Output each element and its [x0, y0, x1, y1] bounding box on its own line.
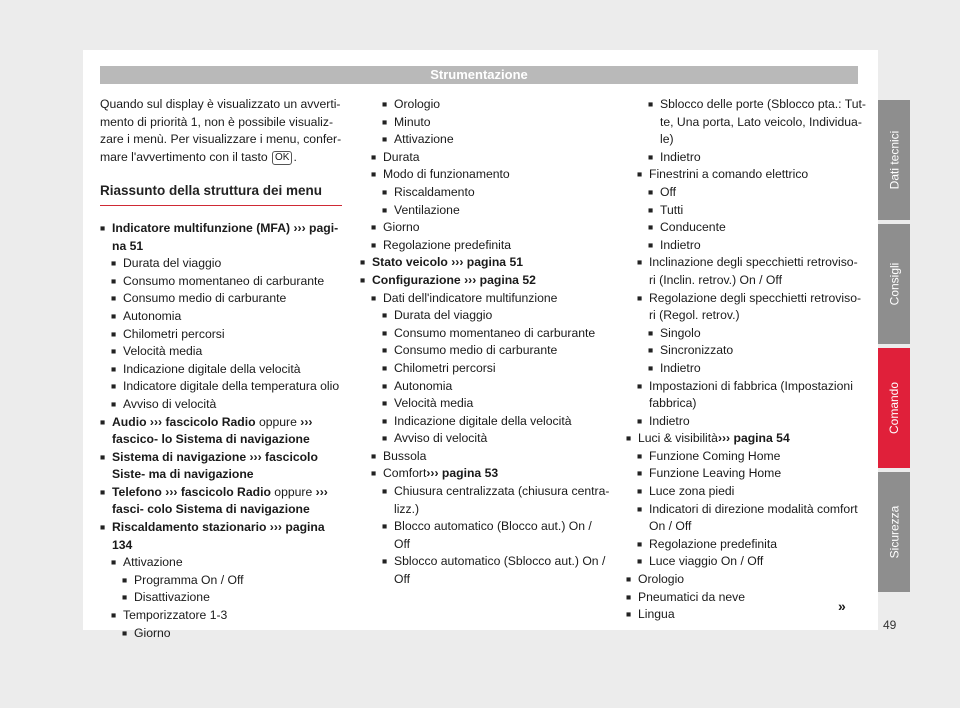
menu-item	[111, 255, 342, 273]
menu-item-bold-text: Sistema di navigazione	[112, 449, 247, 464]
menu-item-bold-text: Stato veicolo	[372, 255, 448, 270]
menu-item-bold-text: Indicatore multifunzione (MFA)	[112, 220, 291, 235]
menu-item-text: Indicatori di direzione modalità comfort On / Off	[649, 501, 858, 534]
menu-item-bold-text: ››› fascico- lo Sistema di navigazione	[112, 414, 313, 447]
intro-paragraph	[100, 96, 342, 166]
menu-item-text: Chilometri percorsi	[394, 360, 496, 375]
menu-item-text: Bussola	[383, 448, 427, 463]
menu-item-text: Luci & visibilità	[638, 431, 718, 446]
menu-item	[111, 607, 342, 625]
menu-item-bold-text: Telefono	[112, 484, 162, 499]
menu-list-2	[360, 96, 610, 589]
menu-item	[111, 326, 342, 344]
menu-item-bold-text: Configurazione	[372, 272, 461, 287]
menu-item-text: Sincronizzato	[660, 343, 734, 358]
menu-item-text: Dati dell'indicatore multifunzione	[383, 290, 558, 305]
menu-item-text: Disattivazione	[134, 590, 210, 605]
menu-item-text: Indietro	[660, 237, 701, 252]
menu-item-text: Ventilazione	[394, 202, 460, 217]
menu-item-text: oppure	[255, 414, 301, 429]
menu-item-text: Riscaldamento	[394, 184, 475, 199]
continue-marker: »	[838, 598, 846, 614]
menu-item-text: Durata del viaggio	[394, 308, 493, 323]
menu-item-text: Durata	[383, 149, 420, 164]
menu-item	[648, 96, 866, 149]
column-1	[100, 96, 342, 642]
menu-item-text: Luce zona piedi	[649, 484, 735, 499]
menu-item-text: Temporizzatore 1-3	[123, 608, 228, 623]
menu-item-text: Modo di funzionamento	[383, 167, 510, 182]
menu-item	[100, 414, 342, 449]
menu-item	[371, 448, 610, 466]
menu-item-text: Funzione Coming Home	[649, 448, 781, 463]
menu-item	[648, 184, 866, 202]
menu-item	[122, 572, 342, 590]
menu-item-text: Orologio	[638, 572, 685, 587]
menu-item-text: Blocco automatico (Blocco aut.) On / Off	[394, 519, 592, 551]
menu-item	[637, 166, 866, 184]
menu-item-text: Pneumatici da neve	[638, 589, 746, 604]
tab-dati-tecnici[interactable]	[878, 100, 910, 220]
menu-item	[648, 237, 866, 255]
menu-item	[626, 571, 866, 589]
menu-item	[648, 325, 866, 343]
menu-item	[360, 254, 610, 272]
menu-item-text: Autonomia	[394, 378, 453, 393]
menu-item	[648, 360, 866, 378]
page-header: Strumentazione	[100, 66, 858, 84]
menu-item-text: oppure	[270, 484, 316, 499]
menu-item	[111, 343, 342, 361]
menu-item	[122, 589, 342, 607]
menu-item	[626, 606, 866, 624]
menu-item	[371, 219, 610, 237]
menu-item-bold-text: ››› fascicolo Siste- ma di navigazione	[112, 449, 318, 482]
menu-item-text: Orologio	[394, 97, 441, 111]
menu-item	[637, 465, 866, 483]
menu-item-text: Sblocco delle porte (Sblocco pta.: Tut- te, Una porta, Lato veicolo, Individua- le)	[660, 97, 866, 147]
tab-consigli[interactable]	[878, 224, 910, 344]
menu-item	[382, 325, 610, 343]
intro-text-end: .	[293, 149, 297, 164]
column-3	[626, 96, 866, 624]
menu-item-bold-text: ››› pagi- na 51	[112, 220, 339, 253]
menu-item-text: Luce viaggio On / Off	[649, 554, 764, 569]
menu-item-bold-text: ››› fascicolo Radio	[146, 414, 256, 429]
menu-item-text: Sblocco automatico (Sblocco aut.) On / Off	[394, 554, 606, 587]
menu-item	[371, 237, 610, 255]
menu-item	[100, 220, 342, 255]
menu-item	[371, 465, 610, 483]
menu-item	[111, 554, 342, 572]
menu-item-text: Autonomia	[123, 308, 182, 323]
tab-label: Sicurezza	[887, 505, 901, 559]
menu-item-text: Lingua	[638, 607, 675, 622]
menu-item	[648, 202, 866, 220]
menu-item	[111, 308, 342, 326]
tab-sicurezza[interactable]	[878, 472, 910, 592]
menu-item-bold-text: ››› pagina 52	[460, 272, 536, 287]
menu-item	[111, 378, 342, 396]
menu-item	[648, 149, 866, 167]
page-number: 49	[883, 618, 897, 632]
menu-item-text: Finestrini a comando elettrico	[649, 167, 809, 182]
menu-item	[100, 484, 342, 519]
menu-item	[382, 395, 610, 413]
menu-item-text: Indicatore digitale della temperatura olio	[123, 379, 340, 394]
menu-item	[637, 483, 866, 501]
menu-item	[122, 625, 342, 643]
menu-item	[382, 131, 610, 149]
menu-item-text: Singolo	[660, 325, 701, 340]
menu-item	[371, 149, 610, 167]
intro-text: Quando sul display è visualizzato un avverti- mento di priorità 1, non è possibile visualiz- zare i menù. Per visualizzare i menu, confer- mare l'avvertimento con il tasto	[100, 97, 342, 164]
menu-item-text: Impostazioni di fabbrica (Impostazioni fabbrica)	[649, 378, 853, 411]
menu-item-text: Giorno	[383, 220, 420, 235]
menu-item	[382, 342, 610, 360]
menu-item	[637, 254, 866, 289]
menu-item	[382, 413, 610, 431]
menu-item-text: Regolazione predefinita	[649, 536, 778, 551]
ok-key-icon: OK	[272, 151, 292, 165]
menu-item-text: Indietro	[649, 413, 690, 428]
menu-item	[382, 96, 610, 114]
menu-item-text: Attivazione	[394, 132, 454, 147]
menu-item-text: Indicazione digitale della velocità	[394, 413, 572, 428]
tab-label: Comando	[887, 381, 901, 435]
menu-item-bold-text: Riscaldamento stazionario	[112, 520, 267, 535]
menu-item-text: Consumo medio di carburante	[123, 291, 287, 306]
menu-list-3	[626, 96, 866, 624]
menu-item-bold-text: ››› fascicolo Radio	[161, 484, 271, 499]
menu-item	[382, 184, 610, 202]
menu-item	[648, 219, 866, 237]
menu-item-text: Velocità media	[394, 396, 474, 411]
tab-label: Consigli	[887, 262, 901, 306]
menu-item	[360, 272, 610, 290]
menu-item	[100, 519, 342, 554]
menu-item	[637, 413, 866, 431]
menu-item-text: Attivazione	[123, 555, 183, 570]
menu-item-bold-text: Audio	[112, 414, 147, 429]
menu-item	[637, 290, 866, 325]
menu-item-text: Off	[660, 184, 677, 199]
menu-item	[648, 342, 866, 360]
menu-item-text: Indietro	[660, 149, 701, 164]
menu-item-text: Giorno	[134, 625, 171, 640]
menu-item-bold-text: ››› pagina 134	[112, 520, 325, 552]
menu-item-text: Conducente	[660, 220, 726, 235]
menu-item	[382, 483, 610, 518]
menu-item-text: Consumo momentaneo di carburante	[123, 273, 325, 288]
side-tabs	[878, 100, 910, 592]
menu-item-text: Inclinazione degli specchietti retroviso- ri (Inclin. retrov.) On / Off	[649, 255, 858, 287]
menu-item-text: Consumo medio di carburante	[394, 343, 558, 358]
menu-item	[371, 166, 610, 184]
menu-item	[111, 273, 342, 291]
menu-item	[637, 378, 866, 413]
menu-item	[382, 518, 610, 553]
menu-item-text: Regolazione predefinita	[383, 237, 512, 252]
menu-item	[382, 360, 610, 378]
menu-item-text: Durata del viaggio	[123, 256, 222, 271]
menu-item	[382, 114, 610, 132]
menu-item	[111, 290, 342, 308]
menu-item-bold-text: ››› pagina 53	[426, 466, 499, 481]
menu-item	[637, 501, 866, 536]
menu-item-text: Minuto	[394, 114, 431, 129]
menu-item-bold-text: ››› pagina 51	[447, 255, 524, 270]
menu-item	[382, 430, 610, 448]
menu-item	[111, 396, 342, 414]
menu-item-bold-text: ››› fasci- colo Sistema di navigazione	[112, 484, 328, 517]
menu-item	[111, 361, 342, 379]
menu-item-text: Funzione Leaving Home	[649, 466, 782, 481]
menu-item	[382, 378, 610, 396]
menu-item-text: Indicazione digitale della velocità	[123, 361, 301, 376]
column-2	[360, 96, 610, 589]
menu-item-text: Programma On / Off	[134, 572, 244, 587]
menu-item-text: Velocità media	[123, 344, 203, 359]
menu-item-text: Chilometri percorsi	[123, 326, 225, 341]
menu-item-text: Tutti	[660, 202, 684, 217]
menu-item-text: Avviso di velocità	[394, 431, 488, 446]
menu-item	[382, 553, 610, 588]
tab-comando[interactable]	[878, 348, 910, 468]
menu-item	[637, 448, 866, 466]
menu-item	[626, 589, 866, 607]
menu-item	[100, 449, 342, 484]
section-title: Riassunto della struttura dei menu	[100, 182, 342, 206]
menu-item	[637, 536, 866, 554]
menu-item-bold-text: ››› pagina 54	[717, 431, 790, 446]
menu-list-1	[100, 220, 342, 642]
menu-item	[382, 202, 610, 220]
menu-item-text: Consumo momentaneo di carburante	[394, 325, 596, 340]
menu-item	[371, 290, 610, 308]
tab-label: Dati tecnici	[887, 130, 901, 190]
menu-item	[637, 553, 866, 571]
menu-item-text: Avviso di velocità	[123, 396, 217, 411]
menu-item	[626, 430, 866, 448]
menu-item-text: Regolazione degli specchietti retroviso- ri (Regol. retrov.)	[649, 290, 862, 323]
menu-item-text: Indietro	[660, 360, 701, 375]
menu-item-text: Chiusura centralizzata (chiusura centra- lizz.)	[394, 484, 610, 516]
menu-item	[382, 307, 610, 325]
menu-item-text: Comfort	[383, 466, 427, 481]
